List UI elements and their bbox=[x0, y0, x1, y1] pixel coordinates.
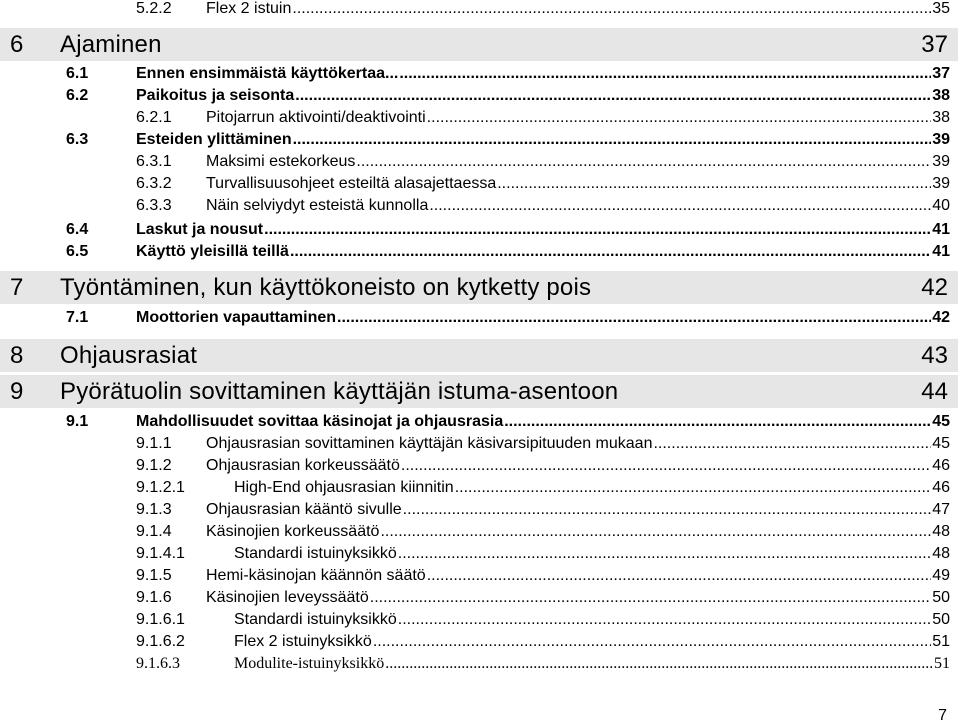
toc-entry-number: 9.1.2 bbox=[136, 457, 172, 474]
toc-entry[interactable] bbox=[136, 457, 950, 479]
toc-entry-title: Mahdollisuudet sovittaa käsinojat ja ohjausrasia bbox=[136, 413, 504, 430]
toc-dot-leader bbox=[427, 567, 932, 585]
toc-entry-page: 42 bbox=[932, 309, 950, 326]
toc-entry-number: 8 bbox=[10, 341, 24, 369]
toc-entry[interactable] bbox=[136, 197, 950, 219]
page-number: 7 bbox=[938, 707, 947, 724]
toc-entry-page: 48 bbox=[932, 523, 950, 540]
toc-dot-leader bbox=[653, 435, 931, 453]
toc-entry-title: Esteiden ylittäminen bbox=[136, 131, 292, 148]
toc-dot-leader bbox=[356, 153, 931, 171]
toc-entry-title: Käsinojien korkeussäätö bbox=[206, 523, 380, 540]
toc-dot-leader bbox=[427, 109, 932, 127]
toc-entry[interactable] bbox=[136, 523, 950, 545]
toc-entry-number: 9.1.6.2 bbox=[136, 633, 185, 650]
toc-entry[interactable] bbox=[136, 567, 950, 589]
toc-entry-page: 39 bbox=[932, 175, 950, 192]
toc-entry-number: 9.1.6.3 bbox=[136, 655, 180, 672]
toc-entry-number: 6.3.3 bbox=[136, 197, 172, 214]
toc-entry-number: 9.1.1 bbox=[136, 435, 172, 452]
toc-entry-number: 6.5 bbox=[66, 243, 89, 260]
toc-entry-number: 6 bbox=[10, 30, 24, 58]
toc-dot-leader bbox=[401, 457, 931, 475]
toc-entry-page: 51 bbox=[932, 633, 950, 650]
toc-entry-title: Näin selviydyt esteistä kunnolla bbox=[206, 197, 429, 214]
toc-entry-title: Laskut ja nousut bbox=[136, 221, 264, 238]
toc-entry[interactable] bbox=[66, 243, 950, 265]
toc-dot-leader bbox=[429, 197, 931, 215]
toc-entry-title: Flex 2 istuin bbox=[206, 0, 292, 17]
toc-entry-page: 38 bbox=[932, 109, 950, 126]
toc-entry-page: 51 bbox=[934, 655, 950, 672]
toc-entry-number: 9 bbox=[10, 377, 24, 405]
toc-entry[interactable] bbox=[66, 65, 950, 87]
toc-entry-title: Käsinojien leveyssäätö bbox=[206, 589, 369, 606]
toc-entry-number: 7.1 bbox=[66, 309, 89, 326]
toc-entry-number: 6.3 bbox=[66, 131, 89, 148]
toc-entry-number: 7 bbox=[10, 273, 24, 301]
toc-entry[interactable] bbox=[136, 633, 950, 655]
toc-entry-title: Ajaminen bbox=[60, 30, 162, 58]
toc-entry-number: 6.2 bbox=[66, 87, 89, 104]
toc-entry-number: 6.3.2 bbox=[136, 175, 172, 192]
toc-entry[interactable] bbox=[136, 479, 950, 501]
toc-dot-leader bbox=[399, 65, 931, 83]
toc-entry-page: 42 bbox=[921, 273, 948, 301]
toc-entry[interactable] bbox=[66, 131, 950, 153]
toc-dot-leader bbox=[497, 175, 931, 193]
toc-entry-page: 38 bbox=[932, 87, 950, 104]
toc-dot-leader bbox=[337, 309, 931, 327]
toc-entry[interactable] bbox=[66, 87, 950, 109]
toc-entry-title: Pitojarrun aktivointi/deaktivointi bbox=[206, 109, 426, 126]
toc-entry-title: Flex 2 istuinyksikkö bbox=[234, 633, 372, 650]
toc-entry-title: Ohjausrasiat bbox=[60, 341, 198, 369]
toc-entry-title: Standardi istuinyksikkö bbox=[234, 545, 397, 562]
toc-entry-page: 41 bbox=[932, 221, 950, 238]
toc-entry-title: Moottorien vapauttaminen bbox=[136, 309, 337, 326]
toc-entry-number: 9.1.6.1 bbox=[136, 611, 185, 628]
toc-entry-page: 46 bbox=[932, 457, 950, 474]
toc-dot-leader bbox=[370, 589, 931, 607]
toc-entry-number: 9.1.2.1 bbox=[136, 479, 185, 496]
toc-entry-page: 46 bbox=[932, 479, 950, 496]
toc-entry-number: 9.1.5 bbox=[136, 567, 172, 584]
toc-dot-leader bbox=[504, 413, 931, 431]
toc-entry-title: Standardi istuinyksikkö bbox=[234, 611, 397, 628]
toc-entry-title: Ennen ensimmäistä käyttökertaa... bbox=[136, 65, 399, 82]
toc-entry-number: 6.4 bbox=[66, 221, 89, 238]
toc-entry-title: Paikoitus ja seisonta bbox=[136, 87, 295, 104]
toc-entry-title: Turvallisuusohjeet esteiltä alasajettaessa bbox=[206, 175, 497, 192]
toc-entry-title: Ohjausrasian korkeussäätö bbox=[206, 457, 400, 474]
toc-entry-title: Hemi-käsinojan käännön säätö bbox=[206, 567, 426, 584]
toc-entry-title: Maksimi estekorkeus bbox=[206, 153, 356, 170]
toc-dot-leader bbox=[373, 633, 931, 651]
toc-dot-leader bbox=[380, 523, 931, 541]
toc-entry-page: 50 bbox=[932, 611, 950, 628]
toc-entry-page: 47 bbox=[932, 501, 950, 518]
toc-entry-title: Pyörätuolin sovittaminen käyttäjän istuma-asentoon bbox=[60, 377, 619, 405]
toc-entry-title: Modulite-istuinyksikkö bbox=[234, 655, 385, 672]
toc-dot-leader bbox=[264, 221, 931, 239]
toc-entry-page: 40 bbox=[932, 197, 950, 214]
toc-entry-page: 45 bbox=[932, 413, 950, 430]
toc-dot-leader bbox=[398, 611, 931, 629]
toc-chapter[interactable] bbox=[0, 28, 958, 61]
toc-entry-title: High-End ohjausrasian kiinnitin bbox=[234, 479, 454, 496]
toc-entry-title: Käyttö yleisillä teillä bbox=[136, 243, 289, 260]
toc-entry[interactable] bbox=[136, 0, 950, 22]
toc-entry-number: 5.2.2 bbox=[136, 0, 172, 17]
toc-dot-leader bbox=[398, 545, 931, 563]
toc-entry[interactable] bbox=[66, 221, 950, 243]
toc-entry-page: 48 bbox=[932, 545, 950, 562]
toc-dot-leader bbox=[293, 131, 932, 149]
toc-entry-page: 50 bbox=[932, 589, 950, 606]
toc-entry[interactable] bbox=[136, 655, 950, 677]
toc-entry-page: 39 bbox=[932, 153, 950, 170]
toc-chapter[interactable] bbox=[0, 339, 958, 372]
toc-chapter[interactable] bbox=[0, 271, 958, 304]
toc-entry-page: 44 bbox=[921, 377, 948, 405]
toc-entry-title: Ohjausrasian sovittaminen käyttäjän käsivarsipituuden mukaan bbox=[206, 435, 653, 452]
toc-dot-leader bbox=[292, 0, 931, 18]
toc-entry-number: 9.1.4.1 bbox=[136, 545, 185, 562]
toc-entry[interactable] bbox=[66, 413, 950, 435]
toc-entry[interactable] bbox=[136, 545, 950, 567]
toc-entry-page: 43 bbox=[921, 341, 948, 369]
toc-dot-leader bbox=[290, 243, 931, 261]
toc-entry-number: 6.2.1 bbox=[136, 109, 172, 126]
toc-dot-leader bbox=[295, 87, 931, 105]
toc-entry[interactable] bbox=[136, 153, 950, 175]
toc-entry-number: 6.1 bbox=[66, 65, 89, 82]
toc-entry-page: 39 bbox=[932, 131, 950, 148]
toc-entry-number: 9.1.4 bbox=[136, 523, 172, 540]
toc-entry[interactable] bbox=[66, 309, 950, 331]
toc-entry-number: 9.1.3 bbox=[136, 501, 172, 518]
toc-entry[interactable] bbox=[136, 589, 950, 611]
toc-entry[interactable] bbox=[136, 175, 950, 197]
toc-entry-page: 37 bbox=[921, 30, 948, 58]
toc-entry-page: 35 bbox=[932, 0, 950, 17]
toc-dot-leader bbox=[455, 479, 932, 497]
toc-entry[interactable] bbox=[136, 435, 950, 457]
toc-entry-title: Työntäminen, kun käyttökoneisto on kytketty pois bbox=[60, 273, 592, 301]
toc-entry[interactable] bbox=[136, 109, 950, 131]
toc-dot-leader bbox=[403, 501, 932, 519]
toc-entry-page: 45 bbox=[932, 435, 950, 452]
toc-entry[interactable] bbox=[136, 611, 950, 633]
toc-entry-page: 49 bbox=[932, 567, 950, 584]
toc-entry-page: 37 bbox=[932, 65, 950, 82]
toc-entry-title: Ohjausrasian kääntö sivulle bbox=[206, 501, 402, 518]
toc-chapter[interactable] bbox=[0, 375, 958, 408]
toc-entry-number: 6.3.1 bbox=[136, 153, 172, 170]
toc-entry[interactable] bbox=[136, 501, 950, 523]
toc-entry-page: 41 bbox=[932, 243, 950, 260]
toc-entry-number: 9.1.6 bbox=[136, 589, 172, 606]
toc-dot-leader bbox=[385, 655, 933, 673]
toc-entry-number: 9.1 bbox=[66, 413, 89, 430]
